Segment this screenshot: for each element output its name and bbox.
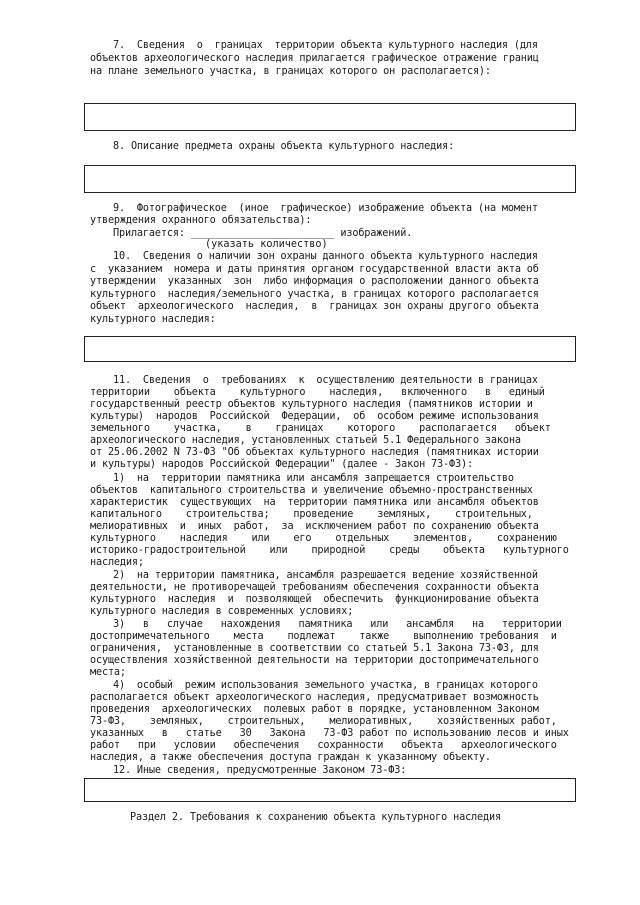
item11-line-22: достопримечательного места подлежат также выполнению требования и bbox=[90, 631, 557, 642]
item11-line-12: капитального строительства; проведение земляных, строительных, bbox=[90, 509, 533, 520]
section2-title: Раздел 2. Требования к сохранению объекта культурного наследия bbox=[130, 812, 501, 823]
item8-input-box[interactable] bbox=[84, 165, 576, 193]
item11-line-25: места; bbox=[90, 667, 126, 678]
item11-line-28: проведения археологических полевых работ в порядке, установленном Законом bbox=[90, 704, 539, 715]
item10-input-box[interactable] bbox=[84, 336, 576, 362]
item10-line-5: объект археологического наследия, в границах зон охраны другого объекта bbox=[90, 301, 539, 312]
item11-line-1: 11. Сведения о требованиях к осуществлению деятельности в границах bbox=[113, 375, 538, 386]
item11-line-5: земельного участка, в границах которого располагается объект bbox=[90, 423, 551, 434]
item11-line-9: 1) на территории памятника или ансамбля запрещается строительство bbox=[113, 473, 514, 484]
item10-line-1: 10. Сведения о наличии зон охраны данного объекта культурного наследия bbox=[113, 251, 538, 262]
item11-line-11: характеристик существующих на территории памятника или ансамбля объектов bbox=[90, 497, 539, 508]
item9-line-1: 9. Фотографическое (иное графическое) изображение объекта (на момент bbox=[113, 203, 538, 214]
item8-line: 8. Описание предмета охраны объекта культурного наследия: bbox=[113, 141, 455, 152]
item11-line-15: историко-градостроительной или природной среды объекта культурного bbox=[90, 545, 569, 556]
item7-input-box[interactable] bbox=[84, 103, 576, 131]
item11-line-14: культурного наследия или его отдельных элементов, сохранению bbox=[90, 533, 557, 544]
item12-input-box[interactable] bbox=[84, 778, 576, 802]
item7-line-1: 7. Сведения о границах территории объекта культурного наследия (для bbox=[113, 40, 538, 51]
item10-line-4: культурного наследия/земельного участка, в границах которого располагается bbox=[90, 289, 539, 300]
item11-line-3: государственный реестр объектов культурного наследия (памятников истории и bbox=[90, 399, 533, 410]
item7-line-2: объектов археологического наследия прилагается графическое отражение границ bbox=[90, 53, 539, 64]
item11-line-10: объектов капитального строительства и увеличение объемно-пространственных bbox=[90, 485, 533, 496]
item11-line-27: располагается объект археологического наследия, предусматривает возможность bbox=[90, 692, 539, 703]
item11-line-29: 73-ФЗ, земляных, строительных, мелиоративных, хозяйственных работ, bbox=[90, 716, 557, 727]
item11-line-32: наследия, а также обеспечения доступа граждан к указанному объекту. bbox=[90, 752, 491, 763]
item11-line-8: и культуры) народов Российской Федерации" (далее - Закон 73-ФЗ): bbox=[90, 459, 473, 470]
item11-line-7: от 25.06.2002 N 73-ФЗ "Об объектах культурного наследия (памятниках истории bbox=[90, 447, 539, 458]
item11-line-23: ограничения, установленные в соответствии со статьей 5.1 Закона 73-ФЗ, для bbox=[90, 643, 539, 654]
item12-line: 12. Иные сведения, предусмотренные Законом 73-ФЗ: bbox=[113, 765, 407, 776]
item7-line-3: на плане земельного участка, в границах которого он располагается): bbox=[90, 66, 491, 77]
item9-attached-label: Прилагается: ________________________ изображений. bbox=[113, 228, 413, 239]
item11-line-2: территории объекта культурного наследия, включенного в единый bbox=[90, 387, 545, 398]
item11-line-19: культурного наследия и позволяющей обеспечить функционирование объекта bbox=[90, 594, 539, 605]
item11-line-20: культурного наследия в современных условиях; bbox=[90, 606, 354, 617]
item11-line-31: работ при условии обеспечения сохранности объекта археологического bbox=[90, 740, 557, 751]
item11-line-17: 2) на территории памятника, ансамбля разрешается ведение хозяйственной bbox=[113, 570, 538, 581]
item10-line-6: культурного наследия: bbox=[90, 314, 216, 325]
item11-line-4: культуры) народов Российской Федерации, об особом режиме использования bbox=[90, 411, 539, 422]
item9-line-2: утверждения охранного обязательства): bbox=[90, 215, 312, 226]
item11-line-18: деятельности, не противоречащей требованиям обеспечения сохранности объекта bbox=[90, 582, 539, 593]
item9-count-hint: (указать количество) bbox=[205, 239, 328, 250]
item11-line-26: 4) особый режим использования земельного участка, в границах которого bbox=[113, 680, 538, 691]
item11-line-21: 3) в случае нахождения памятника или ансамбля на территории bbox=[113, 619, 562, 630]
item10-line-3: утверждении указанных зон либо информация о расположении данного объекта bbox=[90, 276, 539, 287]
item10-line-2: с указанием номера и даты принятия органом государственной власти акта об bbox=[90, 264, 539, 275]
item11-line-24: осуществления хозяйственной деятельности на территории достопримечательного bbox=[90, 655, 539, 666]
item11-line-13: мелиоративных и иных работ, за исключением работ по сохранению объекта bbox=[90, 521, 539, 532]
item11-line-30: указанных в статье 30 Закона 73-ФЗ работ по использованию лесов и иных bbox=[90, 728, 569, 739]
item11-line-6: археологического наследия, установленных статьей 5.1 Федерального закона bbox=[90, 435, 521, 446]
item11-line-16: наследия; bbox=[90, 557, 144, 568]
